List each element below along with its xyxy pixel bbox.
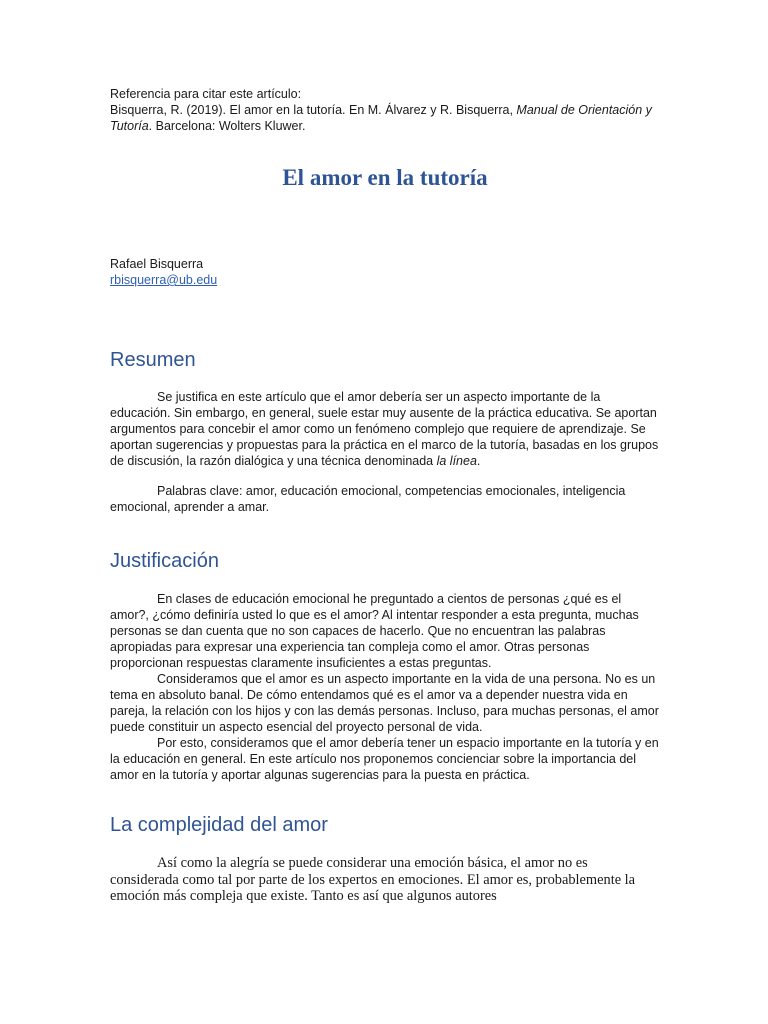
complejidad-paragraph: Así como la alegría se puede considerar una emoción básica, el amor no es considerada como tal por parte de los expertos en emociones. El amor es, probablemente la emoción más compleja que existe. Tanto es así que algunos autores [110, 855, 636, 904]
citation-reference [110, 86, 660, 134]
citation-heading: Referencia para citar este artículo: [110, 87, 302, 101]
justificacion-paragraph-2: Consideramos que el amor es un aspecto importante en la vida de una persona. No es un tema en absoluto banal. De cómo entendamos qué es el amor va a depender nuestra vida en pareja, la relación con los hijos y con las demás personas. Incluso, para muchas personas, el amor puede constituir un aspecto esencial del proyecto personal de vida. [110, 672, 659, 734]
justificacion-paragraph-1: En clases de educación emocional he preguntado a cientos de personas ¿qué es el amor?, ¿cómo definiría usted lo que es el amor? Al intentar responder a esta pregunta, muchas personas se dan cuenta que no son capaces de hacerlo. Que no encuentran las palabras apropiadas para expresar una experiencia tan compleja como el amor. Otras personas proporcionan respuestas claramente insuficientes a estas preguntas. [110, 592, 639, 670]
citation-text-part2: . Barcelona: Wolters Kluwer. [148, 119, 306, 133]
citation-book-title: Manual de Orientación y Tutoría [110, 103, 652, 133]
complejidad-section [110, 855, 660, 905]
author-block [110, 256, 660, 288]
author-name: Rafael Bisquerra [110, 257, 204, 271]
section-heading-justificacion: Justificación [110, 550, 219, 572]
keywords-paragraph: Palabras clave: amor, educación emocional, competencias emocionales, inteligencia emocional, aprender a amar. [110, 484, 626, 514]
resumen-paragraph [110, 389, 660, 469]
resumen-text-part2: . [476, 454, 481, 468]
justificacion-section [110, 591, 660, 783]
resumen-text-part1: Se justifica en este artículo que el amor debería ser un aspecto importante de la educación. Sin embargo, en general, suele estar muy ausente de la práctica educativa. Se aportan argumentos para concebir el amor como un fenómeno complejo que requiere de aprendizaje. Se aportan sugerencias y propuestas para la práctica en el marco de la tutoría, basadas en los grupos de discusión, la razón dialógica y una técnica denominada [110, 390, 659, 468]
document-title: El amor en la tutoría [282, 165, 488, 190]
author-email-link[interactable]: rbisquerra@ub.edu [110, 273, 218, 287]
resumen-text-italic: la línea [436, 454, 477, 468]
section-heading-complejidad: La complejidad del amor [110, 814, 328, 836]
citation-text-part1: Bisquerra, R. (2019). El amor en la tutoría. En M. Álvarez y R. Bisquerra, [110, 103, 517, 117]
section-heading-resumen: Resumen [110, 349, 196, 371]
resumen-section [110, 389, 660, 515]
justificacion-paragraph-3: Por esto, consideramos que el amor debería tener un espacio importante en la tutoría y en la educación en general. En este artículo nos proponemos concienciar sobre la importancia del amor en la tutoría y aportar algunas sugerencias para la puesta en práctica. [110, 736, 659, 782]
